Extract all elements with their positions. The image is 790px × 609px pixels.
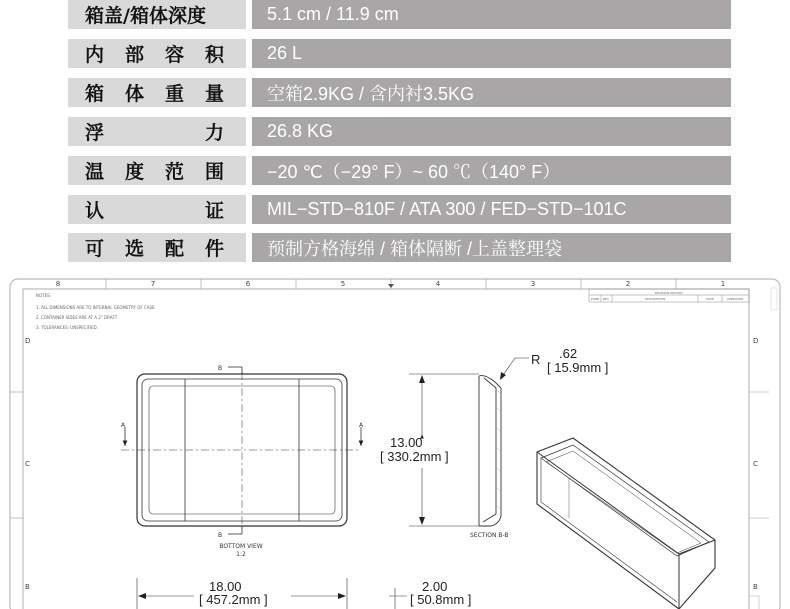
spec-row-certification — [68, 195, 731, 224]
spec-label — [68, 78, 246, 107]
spec-label-char: 配 — [164, 238, 184, 260]
spec-label-char: 重 — [164, 83, 184, 105]
spec-label-char: 箱 — [85, 83, 105, 105]
bottom-view-label: BOTTOM VIEW — [219, 543, 263, 550]
spec-value: 空箱2.9KG / 含内衬3.5KG — [252, 78, 731, 107]
spec-row-depth — [68, 0, 731, 29]
revision-title: REVISION HISTORY — [654, 291, 684, 295]
zone-number: 5 — [340, 280, 346, 288]
zone-number: 1 — [720, 280, 726, 288]
width-mm: [ 457.2mm ] — [199, 592, 268, 607]
spec-label-char: 围 — [204, 161, 224, 183]
revision-column: REV — [602, 297, 610, 301]
spec-label-char: 部 — [124, 44, 144, 66]
notes-heading: NOTES: — [36, 293, 51, 298]
spec-label — [68, 156, 246, 185]
spec-label — [68, 195, 246, 224]
section-marker: A — [359, 422, 364, 429]
zone-letter: B — [753, 583, 758, 591]
spec-label-char: 力 — [204, 122, 224, 144]
radius-prefix: R — [531, 352, 541, 367]
spec-label-char: 积 — [204, 44, 224, 66]
zone-number: 2 — [625, 280, 631, 288]
spec-label-char: 可 — [85, 238, 105, 260]
spec-label — [68, 39, 246, 68]
bottom-view-scale: 1:2 — [236, 551, 246, 558]
zone-number: 6 — [245, 280, 251, 288]
section-marker: B — [218, 365, 223, 372]
spec-row-accessories — [68, 233, 731, 262]
zone-number: 4 — [435, 280, 441, 288]
spec-value: 5.1 cm / 11.9 cm — [252, 0, 731, 29]
zone-number: 3 — [530, 280, 536, 288]
spec-label — [68, 233, 246, 262]
depth-mm: [ 50.8mm ] — [410, 592, 472, 607]
technical-drawing — [9, 278, 781, 609]
spec-label-char: 容 — [164, 44, 184, 66]
note-line: 3. TOLERANCES: UNSPECIFIED. — [36, 325, 98, 330]
spec-label-char: 度 — [124, 161, 144, 183]
radius-mm: [ 15.9mm ] — [547, 360, 609, 375]
spec-label-char: 浮 — [85, 122, 105, 144]
spec-value: 26.8 KG — [252, 117, 731, 146]
spec-label-char: 量 — [204, 83, 224, 105]
spec-value: MIL−STD−810F / ATA 300 / FED−STD−101C — [252, 195, 731, 224]
spec-row-volume — [68, 39, 731, 68]
height-inch: 13.00 — [390, 435, 423, 450]
zone-letter: C — [753, 460, 758, 468]
spec-label — [68, 117, 246, 146]
note-line: 1. ALL DIMENSIONS ARE TO INTERNAL GEOMETRY OF CASE. — [36, 305, 156, 310]
revision-column: APPROVED — [726, 297, 744, 301]
revision-column: ZONE — [590, 297, 600, 301]
spec-label-char: 件 — [204, 238, 224, 260]
spec-row-buoyancy — [68, 117, 731, 146]
zone-number: 8 — [55, 280, 61, 288]
zone-letter: B — [25, 583, 30, 591]
spec-label-char: 证 — [204, 200, 224, 222]
section-marker: A — [121, 422, 126, 429]
revision-column: DESCRIPTION — [644, 297, 666, 301]
revision-column: DATE — [706, 297, 714, 301]
spec-label-char: 范 — [164, 161, 184, 183]
zone-letter: D — [25, 337, 31, 345]
spec-row-temperature — [68, 156, 731, 185]
spec-row-weight — [68, 78, 731, 107]
section-label: SECTION B-B — [470, 532, 509, 539]
spec-value: 预制方格海绵 / 箱体隔断 /上盖整理袋 — [252, 233, 731, 262]
height-mm: [ 330.2mm ] — [380, 449, 449, 464]
spec-value: 26 L — [252, 39, 731, 68]
spec-label-char: 认 — [85, 200, 105, 222]
section-marker: B — [218, 532, 223, 539]
radius-inch: .62 — [559, 346, 578, 361]
spec-label-char: 内 — [85, 44, 105, 66]
depth-inch: 2.00 — [422, 579, 448, 594]
spec-label-char: 温 — [85, 161, 105, 183]
spec-value: −20 ℃（−29° F）~ 60 ℃（140° F） — [252, 156, 731, 185]
zone-letter: C — [25, 460, 30, 468]
width-inch: 18.00 — [209, 579, 242, 594]
note-line: 2. CONTAINER SIDES ARE AT A 2° DRAFT. — [36, 315, 118, 320]
zone-number: 7 — [150, 280, 156, 288]
spec-label-char: 体 — [124, 83, 144, 105]
spec-label: 箱盖/箱体深度 — [68, 0, 246, 29]
spec-label-char: 选 — [124, 238, 144, 260]
zone-letter: D — [753, 337, 759, 345]
